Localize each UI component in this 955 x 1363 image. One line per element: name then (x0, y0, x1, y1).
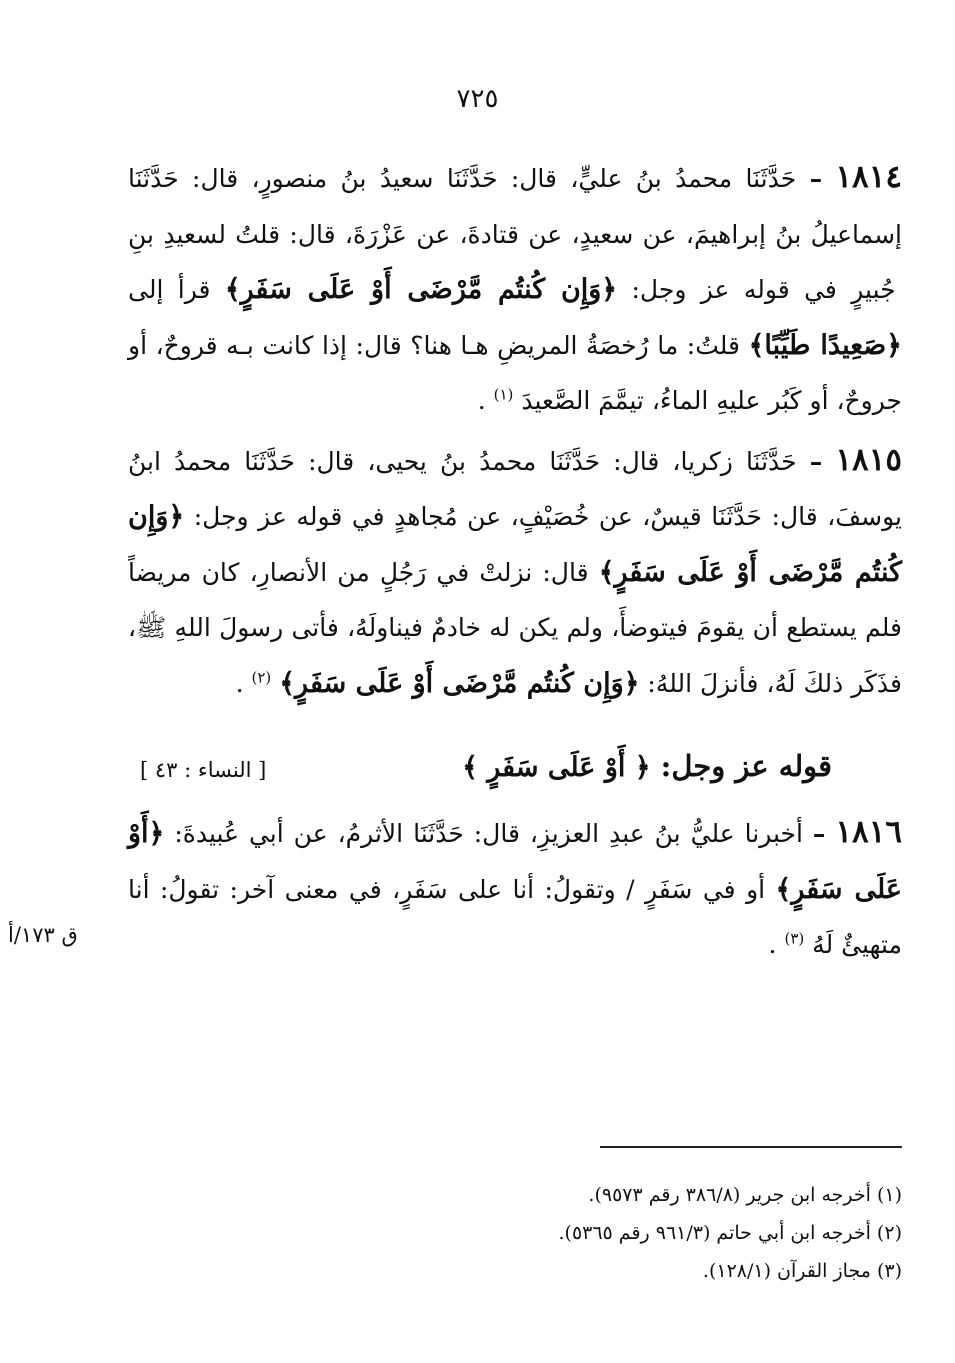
footnote-3: (٣) مجاز القرآن (١٢٨/١). (702, 1260, 902, 1282)
quran-verse: ﴿وَإِن كُنتُم مَّرْضَى أَوْ عَلَى سَفَرٍ﴾ (128, 501, 903, 588)
entry-text: أخبرنا عليُّ بنُ عبدِ العزيزِ، قال: حَدَّثَنَا الأثرمُ، عن أبي عُبيدةَ: (164, 819, 803, 848)
footnote-1: (١) أخرجه ابن جرير (٣٨٦/٨ رقم ٩٥٧٣). (588, 1184, 902, 1206)
footnote-reference[interactable]: (١) (493, 385, 514, 404)
quran-verse: ﴿وَإِن كُنتُم مَّرْضَى أَوْ عَلَى سَفَرٍ﴾ (279, 667, 640, 699)
entry-number: ١٨١٦ (835, 814, 903, 850)
entry-text: حَدَّثَنَا زكريا، قال: حَدَّثَنَا محمدُ بنُ يحيى، قال: حَدَّثَنَا محمدُ ابنُ يوسفَ، قال: حَدَّثَنَا قيسٌ، عن خُصَيْفٍ، عن مُجاهدٍ في قوله عز وجل: (128, 446, 902, 531)
footnote-reference[interactable]: (٢) (251, 668, 272, 687)
manuscript-margin-note: ق ١٧٣/أ (8, 923, 78, 947)
quran-verse: ﴿أَوْ عَلَى سَفَرٍ﴾ (128, 818, 903, 905)
entry-end: . (477, 386, 486, 415)
footnote-divider (600, 1146, 902, 1148)
entry-number: ١٨١٤ (835, 159, 903, 195)
entry-end: . (235, 668, 244, 698)
footnote-2: (٢) أخرجه ابن أبي حاتم (٩٦١/٣ رقم ٥٣٦٥). (558, 1222, 902, 1244)
entry-text: قال: نزلتْ في رَجُلٍ من الأنصارِ، كان مريضاً فلم يستطع أن يقومَ فيتوضأَ، ولم يكن له خادمٌ فيناولَهُ، فأتى رسولَ اللهِ ﷺ، فذَكَر ذلكَ لَهُ، فأنزلَ اللهُ: (128, 557, 902, 698)
hadith-entry-1816 (128, 805, 902, 973)
hadith-entry-1815 (128, 433, 902, 712)
hadith-entry-1814 (128, 150, 902, 429)
footnote-reference[interactable]: (٣) (784, 929, 805, 948)
chapter-heading (128, 733, 902, 805)
entry-number: ١٨١٥ (835, 441, 902, 478)
page-number: ٧٢٥ (456, 84, 499, 114)
entry-dash: – (812, 819, 826, 848)
entry-text: قرأ إلى (128, 275, 211, 304)
chapter-title-prefix: قوله عز وجل: (650, 749, 832, 783)
footnotes (420, 1176, 902, 1290)
entry-dash: – (809, 446, 823, 476)
chapter-title-verse: ﴿ أَوْ عَلَى سَفَرٍ ﴾ (462, 752, 651, 783)
entry-text: قلتُ: ما رُخصَةُ المريضِ هـا هنا؟ قال: إذا كانت بـه قروحٌ، أو جروحٌ، أو كَبُر عليهِ الماءُ، تيمَّمَ الصَّعيدَ (128, 330, 902, 415)
quran-verse: ﴿صَعِيدًا طَيِّبًا﴾ (748, 329, 902, 361)
main-text (128, 150, 902, 973)
entry-text: أو في سَفَرٍ / وتقولُ: أنا على سَفَرٍ، في معنى آخر: تقولُ: أنا متهيئٌ لَهُ (128, 874, 902, 959)
entry-text: حَدَّثَنَا محمدُ بنُ عليٍّ، قال: حَدَّثَنَا سعيدُ بنُ منصورٍ، قال: حَدَّثَنَا إسماعيلُ بنُ إبراهيمَ، عن سعيدٍ، عن قتادةَ، عن عَزْرَةَ، قال: قلتُ لسعيدِ بنِ جُبيرٍ في قوله عز وجل: (128, 164, 902, 304)
quran-verse: ﴿وَإِن كُنتُم مَّرْضَى أَوْ عَلَى سَفَرٍ﴾ (224, 274, 618, 305)
surah-reference: [ النساء : ٤٣ ] (140, 758, 267, 782)
entry-dash: – (809, 164, 823, 193)
entry-end: . (768, 930, 777, 959)
chapter-title (462, 739, 832, 796)
